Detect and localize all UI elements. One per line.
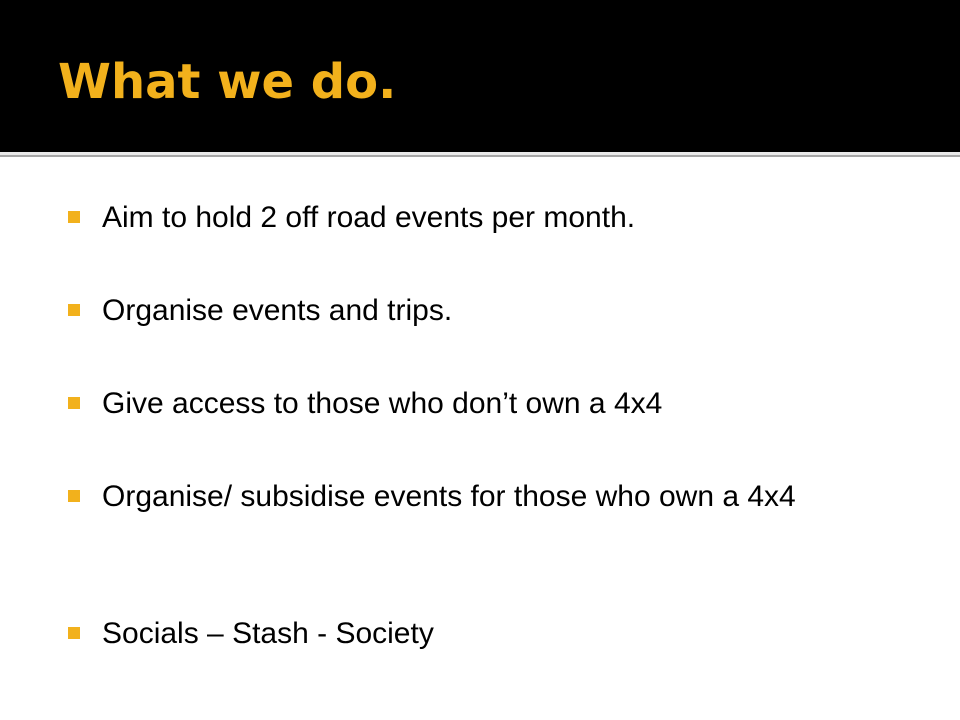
square-bullet-icon xyxy=(68,304,80,316)
bullet-item xyxy=(68,614,928,654)
title-bar xyxy=(0,0,960,152)
bullet-item xyxy=(68,477,928,517)
bullet-text: Socials – Stash - Society xyxy=(102,617,434,650)
bullet-text: Give access to those who don’t own a 4x4 xyxy=(102,387,663,420)
bullet-item xyxy=(68,198,928,238)
square-bullet-icon xyxy=(68,490,80,502)
square-bullet-icon xyxy=(68,211,80,223)
square-bullet-icon xyxy=(68,627,80,639)
slide-title: What we do. xyxy=(58,54,397,110)
bullet-item xyxy=(68,291,928,331)
square-bullet-icon xyxy=(68,397,80,409)
bullet-item xyxy=(68,384,928,424)
bullet-text: Aim to hold 2 off road events per month. xyxy=(102,201,636,234)
title-divider-shadow xyxy=(0,155,960,157)
bullet-text: Organise events and trips. xyxy=(102,294,453,327)
bullet-text: Organise/ subsidise events for those who own a 4x4 xyxy=(102,480,796,513)
